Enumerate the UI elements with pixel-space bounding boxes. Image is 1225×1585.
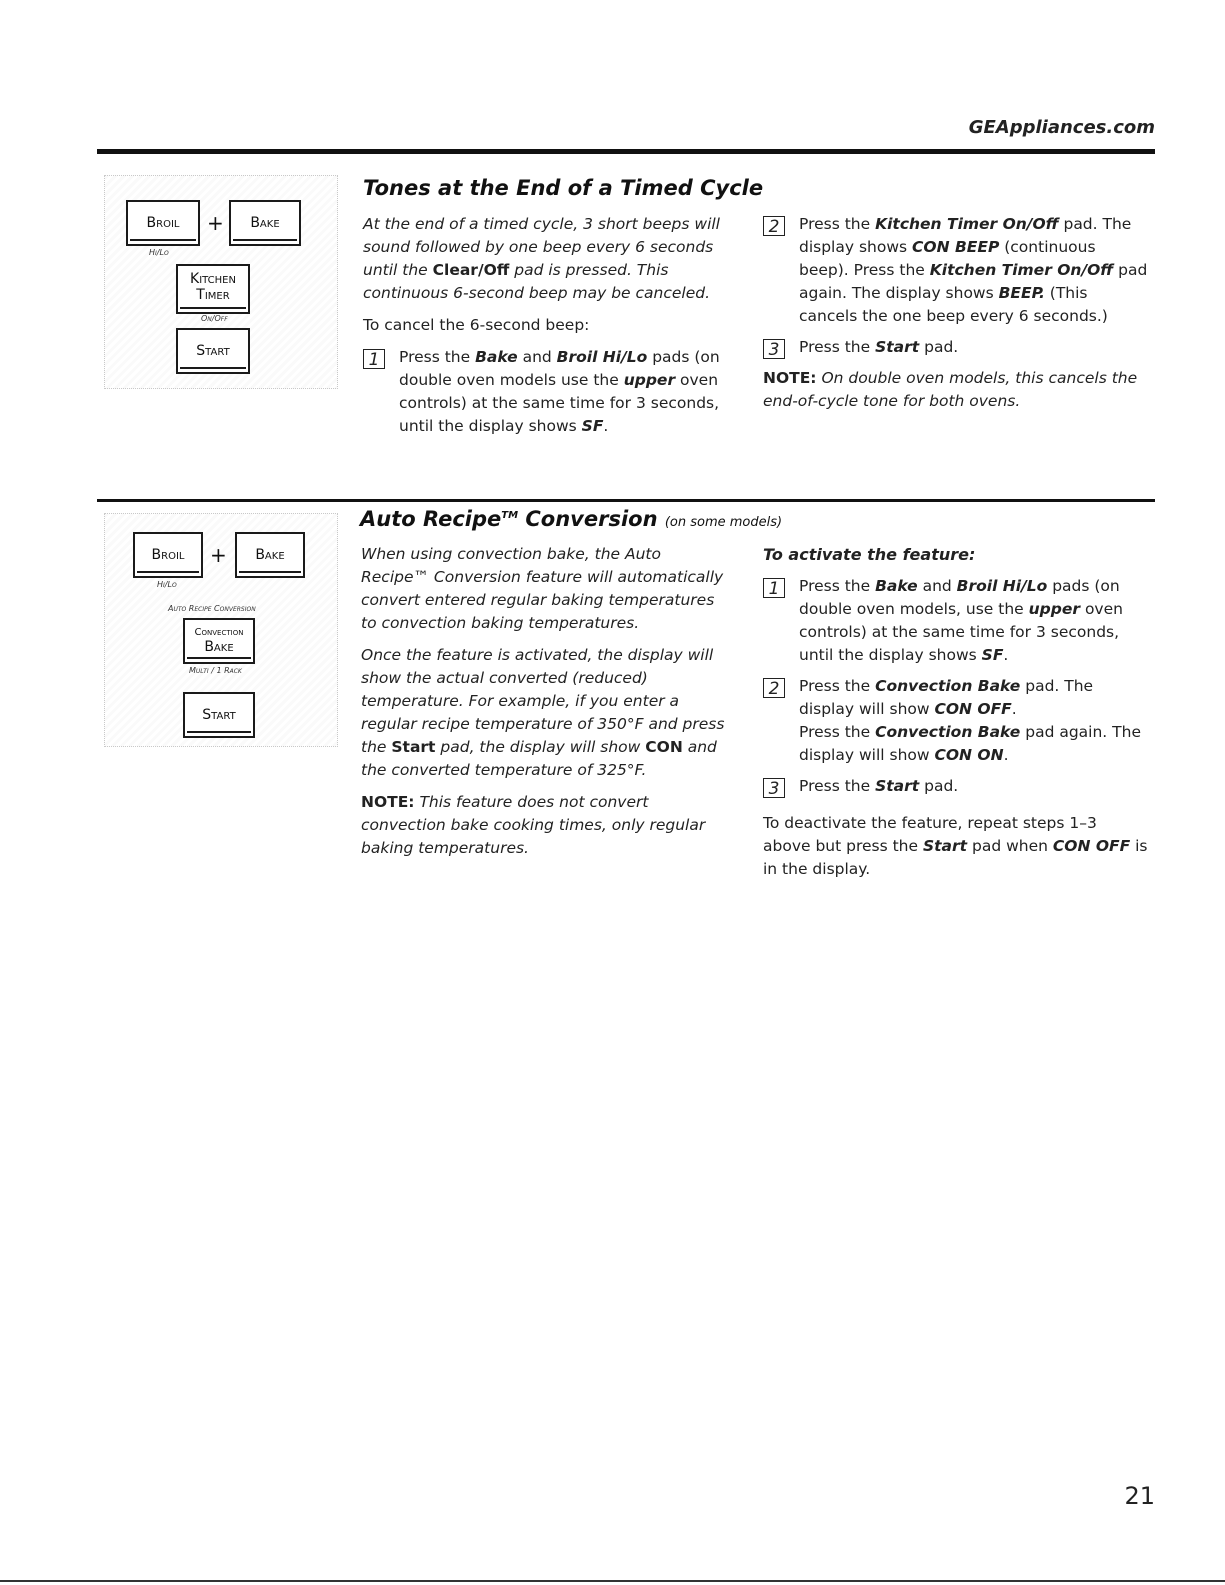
section1-right-column [763,213,1148,422]
step-number-3: 3 [763,778,785,798]
broil-pad [133,532,203,578]
start-pad [183,692,255,738]
tones-step-3: 3 Press the Start pad. [763,336,1148,359]
start-pad [176,328,250,374]
tones-step-2: 2 Press the Kitchen Timer On/Off pad. The display shows CON BEEP (continuous beep). Press the Kitchen Timer On/Off pad again. The display shows BEEP. (This cancels the one beep every 6 seconds.) [763,213,1148,328]
multi-rack-caption: Multi / 1 Rack [189,666,242,675]
section2-right-column [763,543,1148,890]
broil-pad-label: Broil [146,214,180,231]
auto-recipe-caption: Auto Recipe Conversion [168,604,256,613]
activate-step-1: 1 Press the Bake and Broil Hi/Lo pads (on double oven models, use the upper oven controls) at the same time for 3 seconds, until the display shows SF. [763,575,1148,667]
site-url: GEAppliances.com [968,117,1155,138]
cancel-instruction: To cancel the 6-second beep: [363,316,590,334]
step-number-1: 1 [363,349,385,369]
section2-left-column [361,543,733,869]
hilo-caption: Hi/Lo [149,248,169,257]
plus-sign: + [207,211,224,235]
control-panel-illustration-2 [104,513,338,747]
hilo-caption: Hi/Lo [157,580,177,589]
activate-step-3: 3 Press the Start pad. [763,775,1148,798]
broil-pad [126,200,200,246]
kitchen-timer-pad-label: Kitchen Timer [190,270,236,303]
bake-pad [229,200,301,246]
activate-heading: To activate the feature: [763,545,976,564]
bake-pad [235,532,305,578]
control-panel-illustration-1 [104,175,338,389]
kitchen-timer-pad [176,264,250,314]
section-title-tones: Tones at the End of a Timed Cycle [363,176,764,200]
step-number-2: 2 [763,216,785,236]
auto-recipe-details: Once the feature is activated, the display will show the actual converted (reduced) temperature. For example, if you enter a regular recipe temperature of 350°F and press the Start pad, the display will show CON and the converted temperature of 325°F. [361,646,725,779]
step-number-2: 2 [763,678,785,698]
start-pad-label: Start [196,342,230,359]
section-divider [97,499,1155,502]
tones-note: NOTE: On double oven models, this cancels the end-of-cycle tone for both ovens. [763,369,1138,410]
auto-recipe-intro: When using convection bake, the Auto Recipe™ Conversion feature will automatically convert entered regular baking temperatures to convection baking temperatures. [361,545,724,632]
tones-intro: At the end of a timed cycle, 3 short beeps will sound followed by one beep every 6 seconds until the Clear/Off pad is pressed. This continuous 6-second beep may be canceled. [363,215,720,302]
activate-step-2: 2 Press the Convection Bake pad. The display will show CON OFF. Press the Convection Bake pad again. The display will show CON ON. [763,675,1148,767]
convection-pad-label: Convection [194,627,244,639]
broil-pad-label: Broil [151,546,185,563]
bottom-rule [0,1580,1225,1582]
tones-step-1: 1 Press the Bake and Broil Hi/Lo pads (on double oven models use the upper oven controls) at the same time for 3 seconds, until the display shows SF. [363,346,733,438]
top-rule [97,149,1155,154]
bake-pad-label: Bake [250,214,280,231]
onoff-caption: On/Off [201,314,228,323]
convection-bake-pad-label: Bake [204,638,234,655]
start-pad-label: Start [202,706,236,723]
bake-pad-label: Bake [255,546,285,563]
convection-bake-pad [183,618,255,664]
section-title-auto-recipe: Auto Recipe™ Conversion (on some models) [360,507,783,531]
section1-left-column [363,213,733,446]
auto-recipe-note: NOTE: This feature does not convert convection bake cooking times, only regular baking temperatures. [361,793,706,857]
step-number-3: 3 [763,339,785,359]
deactivate-instruction: To deactivate the feature, repeat steps 1–3 above but press the Start pad when CON OFF is in the display. [763,814,1148,878]
plus-sign: + [210,543,227,567]
step-number-1: 1 [763,578,785,598]
page-number: 21 [1124,1482,1155,1510]
